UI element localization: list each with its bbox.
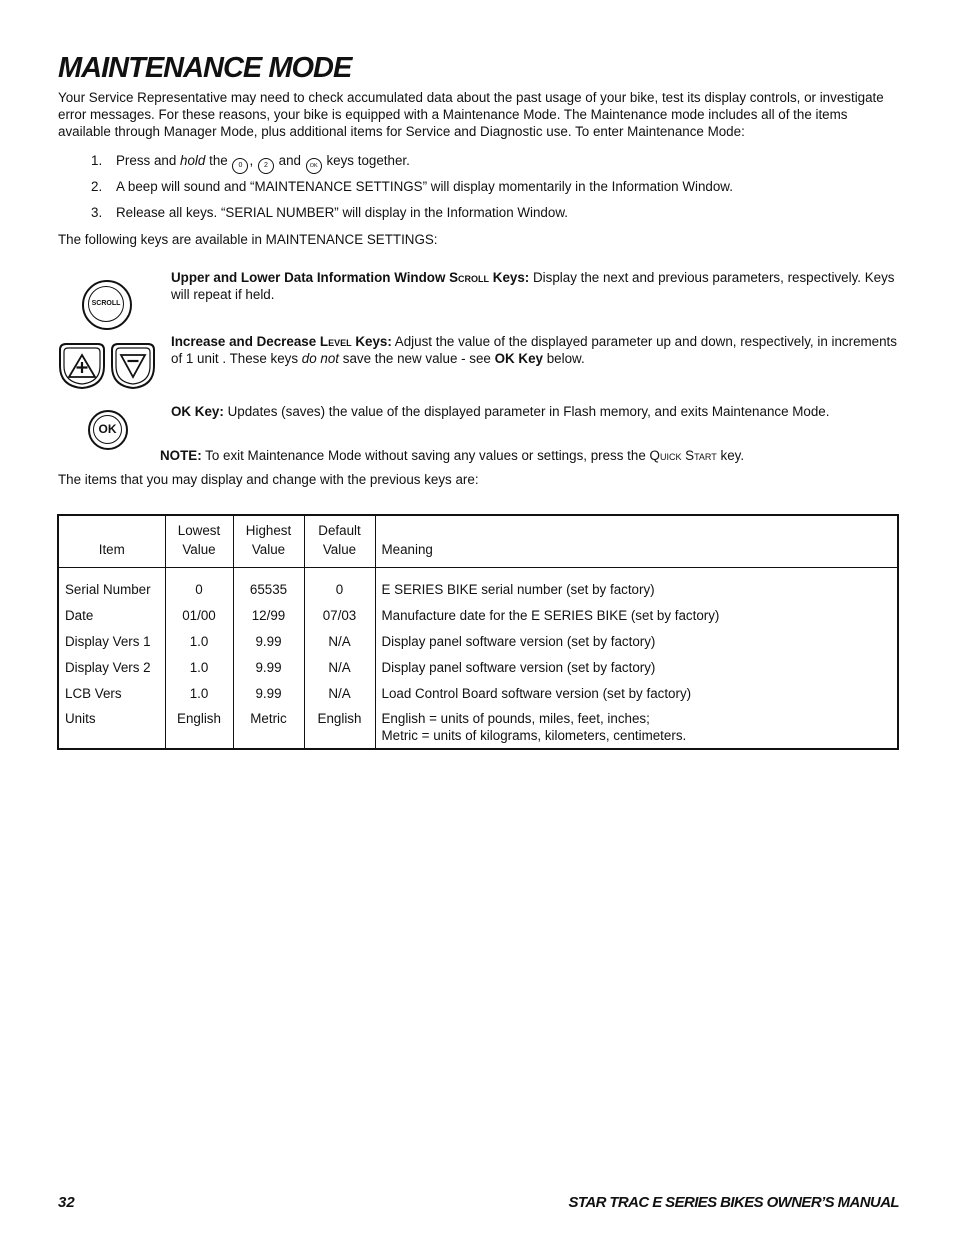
decrease-level-key-icon bbox=[110, 342, 156, 390]
following-keys-text: The following keys are available in MAINTENANCE SETTINGS: bbox=[58, 232, 438, 247]
scroll-key-text: Display the next and previous parameters, respectively. Keys will repeat if held. bbox=[171, 270, 895, 302]
level-keys-title: Increase and Decrease Level Keys: bbox=[171, 334, 392, 349]
step-text: Release all keys. “SERIAL NUMBER” will display in the Information Window. bbox=[116, 205, 568, 220]
page-title: MAINTENANCE MODE bbox=[58, 52, 352, 84]
cell-meaning: Load Control Board software version (set by factory) bbox=[375, 680, 898, 706]
step-text: and bbox=[278, 153, 301, 168]
cell-meaning: English = units of pounds, miles, feet, inches; Metric = units of kilograms, kilometers, centimeters. bbox=[375, 706, 898, 749]
header-item: Item bbox=[58, 515, 165, 568]
header-lowest-value: Lowest Value bbox=[165, 515, 233, 568]
cell-lowest: 1.0 bbox=[165, 680, 233, 706]
cell-item: Units bbox=[65, 711, 96, 726]
cell-meaning: Display panel software version (set by factory) bbox=[375, 628, 898, 654]
step-comma: , bbox=[249, 153, 254, 168]
step-text: A beep will sound and “MAINTENANCE SETTINGS” will display momentarily in the Information Window. bbox=[116, 179, 733, 194]
cell-default: 0 bbox=[304, 568, 375, 603]
intro-paragraph: Your Service Representative may need to check accumulated data about the past usage of your bike, test its display controls, or investigate error messages. For these reasons, your bike is equipped with a Maintenance Mode. The Maintenance mode includes all of the items available through Manager Mode, plus additional items for Service and Diagnostic use. To enter Maintenance Mode: bbox=[58, 90, 884, 139]
cell-highest: 9.99 bbox=[233, 680, 304, 706]
maintenance-items-table bbox=[57, 514, 899, 750]
step-emphasis: hold bbox=[180, 153, 206, 168]
table-row bbox=[58, 654, 898, 680]
note bbox=[160, 448, 744, 463]
ok-key-reference: OK Key bbox=[494, 351, 543, 366]
step-1 bbox=[58, 152, 898, 178]
items-intro-text: The items that you may display and change with the previous keys are: bbox=[58, 472, 479, 487]
cell-highest: 12/99 bbox=[233, 602, 304, 628]
step-number: 2. bbox=[91, 179, 103, 194]
step-3 bbox=[58, 204, 898, 230]
cell-default: N/A bbox=[304, 680, 375, 706]
cell-default: N/A bbox=[304, 654, 375, 680]
cell-item: Display Vers 1 bbox=[65, 633, 151, 649]
cell-highest: Metric bbox=[233, 706, 304, 749]
ok-key-icon bbox=[88, 410, 128, 450]
note-text-end: key. bbox=[720, 448, 745, 463]
scroll-key-title: Upper and Lower Data Information Window Scroll Keys: bbox=[171, 270, 530, 285]
level-keys-description bbox=[171, 333, 901, 367]
key-0-icon: 0 bbox=[232, 158, 248, 174]
level-keys-emphasis: do not bbox=[301, 351, 340, 366]
page-number: 32 bbox=[58, 1194, 75, 1211]
cell-lowest: 01/00 bbox=[165, 602, 233, 628]
header-default-value: Default Value bbox=[304, 515, 375, 568]
scroll-key-icon bbox=[82, 280, 132, 330]
scroll-key-label: SCROLL bbox=[88, 286, 124, 322]
cell-item: Display Vers 2 bbox=[65, 659, 151, 675]
table-row bbox=[58, 568, 898, 603]
table-row bbox=[58, 602, 898, 628]
step-text: Press and bbox=[116, 153, 177, 168]
key-ok-icon: OK bbox=[306, 158, 322, 174]
cell-default: N/A bbox=[304, 628, 375, 654]
quick-start-key-name: Quick Start bbox=[649, 448, 717, 463]
key-2-icon: 2 bbox=[258, 158, 274, 174]
table-header-row bbox=[58, 515, 898, 568]
ok-key-title: OK Key: bbox=[171, 404, 224, 419]
cell-item: LCB Vers bbox=[65, 685, 122, 701]
step-text: keys together. bbox=[326, 153, 410, 168]
level-keys-text: below. bbox=[546, 351, 585, 366]
footer-manual-title: STAR TRAC E SERIES BIKES OWNER’S MANUAL bbox=[568, 1194, 899, 1211]
ok-key-text: Updates (saves) the value of the displayed parameter in Flash memory, and exits Maintenance Mode. bbox=[227, 404, 830, 419]
step-text: the bbox=[209, 153, 228, 168]
increase-level-key-icon bbox=[58, 342, 106, 390]
cell-highest: 9.99 bbox=[233, 654, 304, 680]
level-keys-text: save the new value - see bbox=[342, 351, 491, 366]
level-keys-text: Adjust the value of the displayed parameter up and down, respectively, in increments of 1 unit . These keys bbox=[171, 334, 897, 366]
cell-highest: 65535 bbox=[233, 568, 304, 603]
cell-item: Date bbox=[65, 607, 94, 623]
step-number: 3. bbox=[91, 205, 103, 220]
cell-meaning: E SERIES BIKE serial number (set by factory) bbox=[375, 568, 898, 603]
cell-lowest: 1.0 bbox=[165, 628, 233, 654]
scroll-key-description bbox=[171, 269, 901, 303]
header-meaning: Meaning bbox=[375, 515, 898, 568]
cell-highest: 9.99 bbox=[233, 628, 304, 654]
table-row bbox=[58, 628, 898, 654]
note-label: NOTE: bbox=[160, 448, 202, 463]
cell-lowest: 1.0 bbox=[165, 654, 233, 680]
ok-key-label: OK bbox=[93, 415, 122, 444]
ok-key-description bbox=[171, 403, 901, 420]
steps-list bbox=[58, 152, 898, 230]
cell-lowest: English bbox=[165, 706, 233, 749]
table-row bbox=[58, 706, 898, 749]
header-highest-value: Highest Value bbox=[233, 515, 304, 568]
cell-default: 07/03 bbox=[304, 602, 375, 628]
step-2 bbox=[58, 178, 898, 204]
cell-meaning: Manufacture date for the E SERIES BIKE (set by factory) bbox=[375, 602, 898, 628]
note-text: To exit Maintenance Mode without saving any values or settings, press the bbox=[205, 448, 646, 463]
cell-item: Serial Number bbox=[65, 581, 151, 597]
cell-meaning: Display panel software version (set by factory) bbox=[375, 654, 898, 680]
table-row bbox=[58, 680, 898, 706]
cell-default: English bbox=[304, 706, 375, 749]
cell-lowest: 0 bbox=[165, 568, 233, 603]
step-number: 1. bbox=[91, 153, 103, 168]
